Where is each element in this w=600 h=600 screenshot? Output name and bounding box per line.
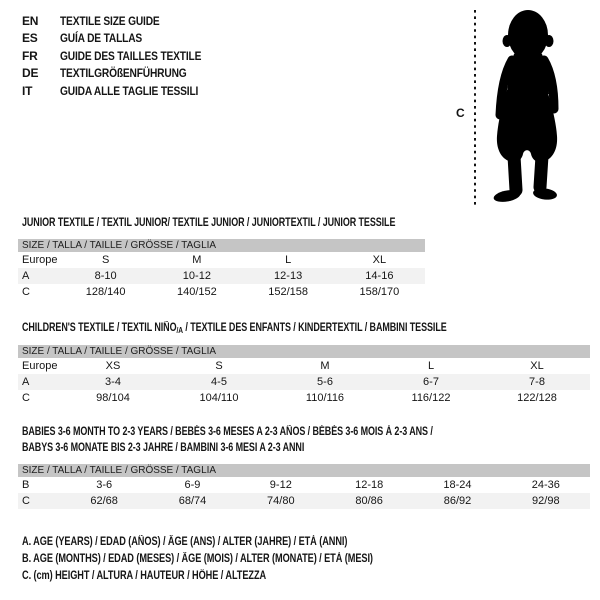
babies-section-title-line1: BABIES 3-6 MONTH TO 2-3 YEARS / BEBÉS 3-6 MESES A 2-3 AÑOS / BÉBÉS 3-6 MOIS À 2-3 ANS / (22, 426, 433, 438)
table-cell: 110/116 (305, 392, 345, 404)
row-label: A (22, 270, 30, 282)
junior-size-table (18, 239, 425, 300)
size-header-bar (18, 345, 590, 358)
table-cell: 9-12 (269, 479, 292, 491)
table-cell: S (101, 254, 110, 266)
language-row (22, 30, 226, 48)
table-cell: 14-16 (365, 270, 394, 282)
table-cell: L (427, 360, 435, 372)
legend-line-a: A. AGE (YEARS) / EDAD (AÑOS) / ÂGE (ANS) / ALTER (JAHRE) / ETÀ (ANNI) (22, 536, 348, 548)
children-title-post: / TEXTILE DES ENFANTS / KINDERTEXTIL / BAMBINI TESSILE (182, 322, 447, 334)
table-cell: 8-10 (94, 270, 117, 282)
table-cell: M (192, 254, 202, 266)
row-label: Europe (22, 360, 58, 372)
row-label: B (22, 479, 30, 491)
table-row-c (18, 390, 590, 406)
table-cell: 5-6 (317, 376, 333, 388)
legend-line-b: B. AGE (MONTHS) / EDAD (MESES) / ÂGE (MOIS) / ALTER (MONATE) / ETÀ (MESI) (22, 553, 373, 565)
table-cell: 98/104 (96, 392, 130, 404)
language-title-list (22, 12, 226, 100)
language-title: TEXTILE SIZE GUIDE (60, 13, 160, 28)
language-code: DE (22, 66, 39, 81)
table-cell: 152/158 (268, 286, 308, 298)
table-cell: 6-9 (184, 479, 201, 491)
language-title: GUIDE DES TAILLES TEXTILE (60, 48, 202, 63)
language-title: GUIDA ALLE TAGLIE TESSILI (60, 83, 199, 98)
table-row-b (18, 477, 590, 493)
height-measure-label: C (456, 106, 465, 120)
legend-line-c: C. (cm) HEIGHT / ALTURA / HAUTEUR / HÖHE / ALTEZZA (22, 570, 267, 582)
table-cell: 128/140 (85, 286, 126, 298)
size-header-bar (18, 464, 590, 477)
table-cell: 3-6 (96, 479, 113, 491)
table-row-c (18, 493, 590, 509)
table-cell: 12-13 (274, 270, 303, 282)
table-cell: 86/92 (443, 495, 472, 507)
babies-size-table (18, 464, 590, 509)
table-cell: XS (105, 360, 121, 372)
language-title: GUÍA DE TALLAS (60, 31, 143, 46)
baby-figure (455, 8, 575, 210)
table-cell: 74/80 (267, 495, 295, 507)
table-cell: 68/74 (178, 495, 207, 507)
table-cell: 140/152 (176, 286, 217, 298)
table-cell: 104/110 (199, 392, 239, 404)
table-row-europe (18, 252, 425, 268)
table-row-europe (18, 358, 590, 374)
table-cell: XL (530, 360, 544, 372)
table-cell: 6-7 (423, 376, 439, 388)
table-cell: L (285, 254, 292, 266)
row-label: A (22, 376, 30, 388)
language-code: FR (22, 48, 38, 63)
table-cell: 12-18 (355, 479, 384, 491)
table-cell: 158/170 (359, 286, 400, 298)
language-row (22, 12, 226, 30)
table-row-a (18, 268, 425, 284)
table-cell: 7-8 (529, 376, 545, 388)
language-code: IT (22, 83, 33, 98)
size-header-text: SIZE / TALLA / TAILLE / GRÖSSE / TAGLIA (22, 239, 217, 251)
row-label: C (22, 392, 30, 404)
row-label: C (22, 286, 30, 298)
children-title-pre: CHILDREN'S TEXTILE / TEXTIL NIÑO (22, 322, 177, 334)
table-cell: 24-36 (531, 479, 560, 491)
table-cell: XL (372, 254, 387, 266)
language-code: EN (22, 13, 39, 28)
row-label: C (22, 495, 30, 507)
table-cell: 92/98 (532, 495, 560, 507)
junior-section-title: JUNIOR TEXTILE / TEXTIL JUNIOR/ TEXTILE JUNIOR / JUNIORTEXTIL / JUNIOR TESSILE (22, 217, 396, 229)
table-cell: S (215, 360, 223, 372)
table-cell: 18-24 (443, 479, 472, 491)
table-row-c (18, 284, 425, 300)
size-header-bar (18, 239, 425, 252)
baby-silhouette (493, 10, 558, 204)
language-title: TEXTILGRÖßENFÜHRUNG (60, 66, 187, 81)
size-header-text: SIZE / TALLA / TAILLE / GRÖSSE / TAGLIA (22, 345, 217, 357)
size-header-text: SIZE / TALLA / TAILLE / GRÖSSE / TAGLIA (22, 464, 217, 476)
language-code: ES (22, 31, 38, 46)
table-row-a (18, 374, 590, 390)
language-row (22, 65, 226, 83)
table-cell: M (320, 360, 330, 372)
children-section-title (22, 322, 447, 335)
children-size-table (18, 345, 590, 406)
table-cell: 122/128 (517, 392, 557, 404)
table-cell: 62/68 (90, 495, 118, 507)
row-label: Europe (22, 254, 58, 266)
table-cell: 80/86 (355, 495, 383, 507)
table-cell: 4-5 (211, 376, 227, 388)
table-cell: 116/122 (411, 392, 451, 404)
language-row (22, 47, 226, 65)
table-cell: 10-12 (182, 270, 211, 282)
children-title-sub: /A (176, 325, 183, 335)
babies-section-title-line2: BABYS 3-6 MONATE BIS 2-3 JAHRE / BAMBINI 3-6 MESI A 2-3 ANNI (22, 442, 305, 454)
language-row (22, 82, 226, 100)
table-cell: 3-4 (105, 376, 121, 388)
